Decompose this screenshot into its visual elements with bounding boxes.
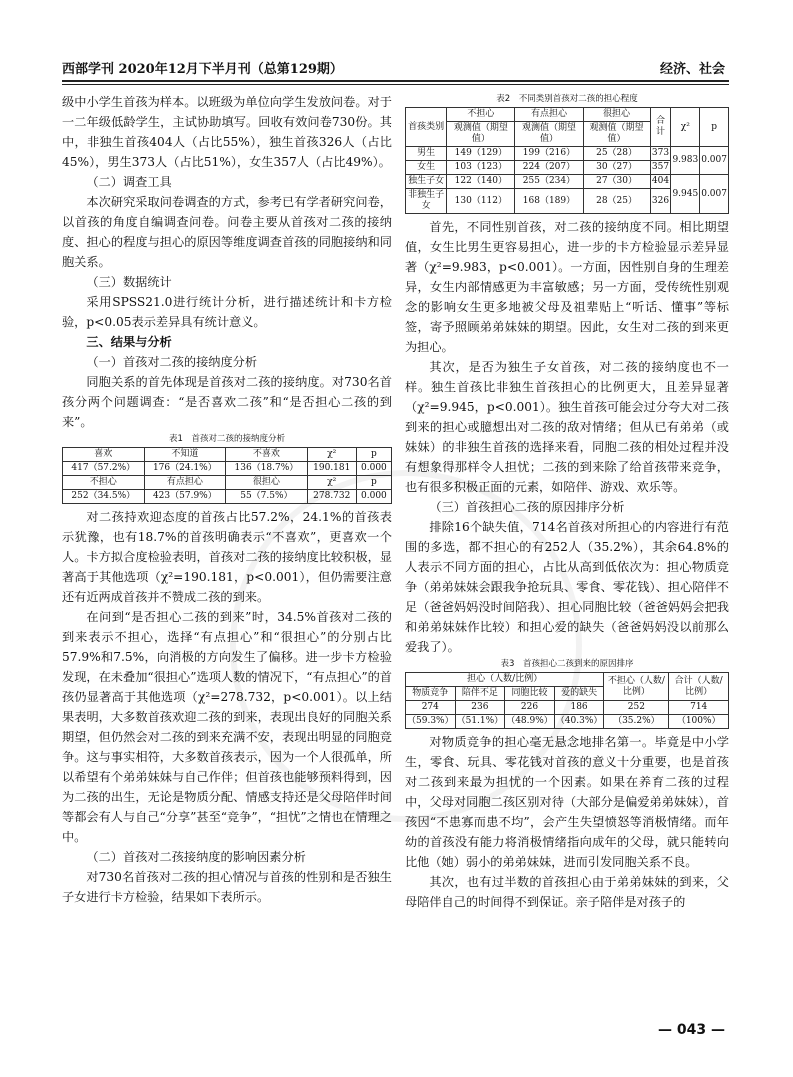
table-header-cell: 物质竞争	[406, 687, 456, 701]
table-row	[63, 490, 392, 504]
table-cell: 252（34.5%）	[63, 490, 145, 504]
table-header-cell: χ²	[671, 108, 700, 147]
table-cell: 女生	[406, 161, 447, 175]
table-row	[63, 462, 392, 476]
table-cell: 714	[669, 701, 729, 715]
left-column	[62, 92, 392, 907]
table-cell: 非独生子女	[406, 189, 447, 214]
table-header-cell: 爱的缺失	[554, 687, 604, 701]
table-header-cell: 观测值（期望值）	[515, 122, 583, 147]
paragraph: 排除16个缺失值，714名首孩对所担心的内容进行有范围的多选，都不担心的有252人（35.2%），其余64.8%的人表示不同方面的担心，占比从高到低依次为：担心物质竞争（弟弟妹妹会跟我争抢玩具、零食、零花钱）、担心陪伴不足（爸爸妈妈没时间陪我）、担心同胞比较（爸爸妈妈会把我和弟弟妹妹作比较）和担心爱的缺失（爸爸妈妈没以前那么爱我了）。	[405, 520, 729, 654]
table-cell: 357	[650, 161, 671, 175]
table-header-row	[406, 108, 729, 122]
table-cell: 0.007	[700, 175, 729, 214]
table-header-cell: 陪伴不足	[455, 687, 505, 701]
table-cell: 9.983	[671, 147, 700, 175]
table-header-cell: 首孩类别	[406, 108, 447, 147]
table-cell: 417（57.2%）	[63, 462, 145, 476]
table-cell: 9.945	[671, 175, 700, 214]
paragraph: 其次，也有过半数的首孩担心由于弟弟妹妹的到来，父母陪伴自己的时间得不到保证。亲子陪伴是对孩子的	[405, 875, 729, 909]
table-cell: 28（25）	[583, 189, 650, 214]
table-cell: 186	[554, 701, 604, 715]
table-cell: 423（57.9%）	[144, 490, 226, 504]
table-cell: 103（123）	[447, 161, 515, 175]
section-heading: （二）首孩对二孩接纳度的影响因素分析	[86, 850, 306, 864]
paragraph: 级中小学生首孩为样本。以班级为单位向学生发放问卷。对于一二年级低龄学生，主试协助填写。回收有效问卷730份。其中，非独生首孩404人（占比55%），独生首孩326人（占比45%），男生373人（占比51%），女生357人（占比49%）。	[62, 95, 392, 169]
table-cell: 有点担心	[144, 476, 226, 490]
paragraph: 首先，不同性别首孩，对二孩的接纳度不同。相比期望值，女生比男生更容易担心，进一步的卡方检验显示差异显著（χ²=9.983，p<0.001）。一方面，因性别自身的生理差异，女生内部情感更为丰富敏感；另一方面，受传统性别观念的影响女生更多地被父母及祖辈贴上“听话、懂事”等标签，寄予照顾弟弟妹妹的期望。因此，女生对二孩的到来更为担心。	[405, 220, 729, 354]
section-header: 经济、社会	[659, 62, 725, 77]
table-2	[405, 107, 729, 214]
header-rule-thin	[62, 84, 729, 85]
table-cell: 55（7.5%）	[226, 490, 308, 504]
header-rule	[62, 80, 729, 82]
table-row	[406, 715, 729, 729]
paragraph: 采用SPSS21.0进行统计分析，进行描述统计和卡方检验，p<0.05表示差异具有统计意义。	[62, 295, 392, 329]
table-cell: p	[356, 476, 391, 490]
section-heading: 三、结果与分析	[86, 335, 172, 349]
table-cell: 199（216）	[515, 147, 583, 161]
table-cell: 130（112）	[447, 189, 515, 214]
table-cell: 373	[650, 147, 671, 161]
table-header-cell: 同胞比较	[505, 687, 555, 701]
table-cell: 255（234）	[515, 175, 583, 189]
table-cell: 190.181	[307, 462, 356, 476]
table-header-cell: p	[700, 108, 729, 147]
table-cell: 236	[455, 701, 505, 715]
table-cell: χ²	[307, 448, 356, 462]
table-cell: 25（28）	[583, 147, 650, 161]
table-cell: 男生	[406, 147, 447, 161]
right-column	[405, 92, 729, 912]
paragraph: 本次研究采取问卷调查的方式，参考已有学者研究问卷，以首孩的角度自编调查问卷。问卷主要从首孩对二孩的接纳度、担心的程度与担心的原因等维度调查首孩的同胞接纳和同胞关系。	[62, 195, 392, 269]
table-cell: 0.007	[700, 147, 729, 175]
table-cell: 30（27）	[583, 161, 650, 175]
table-row	[406, 147, 729, 161]
table-cell: 27（30）	[583, 175, 650, 189]
table-row	[406, 701, 729, 715]
page-number: — 043 —	[658, 1022, 725, 1038]
table-row	[63, 476, 392, 490]
table-caption: 表2 不同类别首孩对二孩的担心程度	[496, 94, 638, 104]
table-header-cell: 很担心	[583, 108, 650, 122]
table-1	[62, 447, 392, 504]
paragraph: 对物质竞争的担心毫无悬念地排名第一。毕竟是中小学生，零食、玩具、零花钱对首孩的意义十分重要，也是首孩对二孩到来最为担忧的一个因素。如果在养育二孩的过程中，父母对同胞二孩区别对待（大部分是偏爱弟弟妹妹），首孩因“不患寡而患不均”，会产生失望愤怒等消极情绪。而年幼的首孩没有能力将消极情绪指向成年的父母，就只能转向比他（她）弱小的弟弟妹妹，进而引发同胞关系不良。	[405, 735, 729, 869]
paragraph: 其次，是否为独生子女首孩，对二孩的接纳度也不一样。独生首孩比非独生首孩担心的比例更大，且差异显著（χ²=9.945，p<0.001）。独生首孩可能会过分夸大对二孩到来的担心或臆想出对二孩的敌对情绪；但从已有弟弟（或妹妹）的非独生首孩的选择来看，同胞二孩的相处过程并没有想象得那样令人担忧；二孩的到来除了给首孩带来竞争，也有很多积极正面的元素，如陪伴、游戏、欢乐等。	[405, 360, 729, 494]
table-cell: 136（18.7%）	[226, 462, 308, 476]
section-heading: （一）首孩对二孩的接纳度分析	[86, 355, 258, 369]
table-cell: 274	[406, 701, 456, 715]
section-heading: （三）数据统计	[86, 275, 172, 289]
table-cell: （48.9%）	[505, 715, 555, 729]
paragraph: 在问到“是否担心二孩的到来”时，34.5%首孩对二孩的到来表示不担心，选择“有点担心”和“很担心”的分别占比57.9%和7.5%，向消极的方向发生了偏移。进一步卡方检验发现，在未叠加“很担心”选项人数的情况下，“有点担心”的首孩仍显著高于其他选项（χ²=278.732，p<0.001）。以上结果表明，大多数首孩欢迎二孩的到来，表现出良好的同胞关系期望，但仍然会对二孩的到来充满不安，表现出明显的同胞竞争。这与事实相符，大多数首孩表示，因为一个人很孤单，所以希望有个弟弟妹妹与自己作伴；但首孩也能够预料得到，因为二孩的出生，无论是物质分配、情感支持还是父母陪伴时间等都会有人与自己“分享”甚至“竞争”，“担忧”之情也在情理之中。	[62, 610, 392, 844]
table-cell: 不喜欢	[226, 448, 308, 462]
table-cell: 不担心	[63, 476, 145, 490]
table-cell: 404	[650, 175, 671, 189]
table-cell: p	[356, 448, 391, 462]
table-cell: 176（24.1%）	[144, 462, 226, 476]
table-header-cell: 合计	[650, 108, 671, 147]
section-heading: （三）首孩担心二孩的原因排序分析	[429, 500, 625, 514]
table-cell: （51.1%）	[455, 715, 505, 729]
table-cell: 326	[650, 189, 671, 214]
table-cell: 很担心	[226, 476, 308, 490]
table-cell: （100%）	[669, 715, 729, 729]
table-cell: 149（129）	[447, 147, 515, 161]
paragraph: 对730名首孩对二孩的担心情况与首孩的性别和是否独生子女进行卡方检验，结果如下表所示。	[62, 870, 392, 904]
table-header-cell: 合计（人数/比例）	[669, 673, 729, 701]
table-cell: 0.000	[356, 462, 391, 476]
table-cell: 168（189）	[515, 189, 583, 214]
table-cell: 224（207）	[515, 161, 583, 175]
table-cell: 喜欢	[63, 448, 145, 462]
table-caption: 表3 首孩担心二孩到来的原因排序	[500, 659, 634, 669]
table-cell: 0.000	[356, 490, 391, 504]
table-cell: 252	[604, 701, 669, 715]
table-header-cell: 担心（人数/比例）	[406, 673, 604, 687]
section-heading: （二）调查工具	[86, 175, 172, 189]
table-cell: （59.3%）	[406, 715, 456, 729]
table-cell: （40.3%）	[554, 715, 604, 729]
table-cell: 226	[505, 701, 555, 715]
table-header-row	[406, 673, 729, 687]
journal-header: 西部学刊 2020年12月下半月刊（总第129期）	[62, 62, 343, 77]
table-3	[405, 672, 729, 729]
paragraph: 对二孩持欢迎态度的首孩占比57.2%，24.1%的首孩表示犹豫，也有18.7%的首孩明确表示“不喜欢”，更喜欢一个人。卡方拟合度检验表明，首孩对二孩的接纳度比较积极，显著高于其他选项（χ²=190.181，p<0.001），但仍需要注意还有近两成首孩并不赞成二孩的到来。	[62, 510, 392, 604]
paragraph: 同胞关系的首先体现是首孩对二孩的接纳度。对730名首孩分两个问题调查：“是否喜欢二孩”和“是否担心二孩的到来”。	[62, 375, 392, 429]
table-header-cell: 有点担心	[515, 108, 583, 122]
table-cell: （35.2%）	[604, 715, 669, 729]
table-header-cell: 观测值（期望值）	[583, 122, 650, 147]
table-cell: 不知道	[144, 448, 226, 462]
table-header-cell: 不担心（人数/比例）	[604, 673, 669, 701]
table-header-cell: 观测值（期望值）	[447, 122, 515, 147]
table-cell: 122（140）	[447, 175, 515, 189]
table-header-cell: 不担心	[447, 108, 515, 122]
table-caption: 表1 首孩对二孩的接纳度分析	[169, 434, 285, 444]
table-row	[406, 175, 729, 189]
table-cell: 独生子女	[406, 175, 447, 189]
table-cell: 278.732	[307, 490, 356, 504]
table-row	[63, 448, 392, 462]
table-cell: χ²	[307, 476, 356, 490]
